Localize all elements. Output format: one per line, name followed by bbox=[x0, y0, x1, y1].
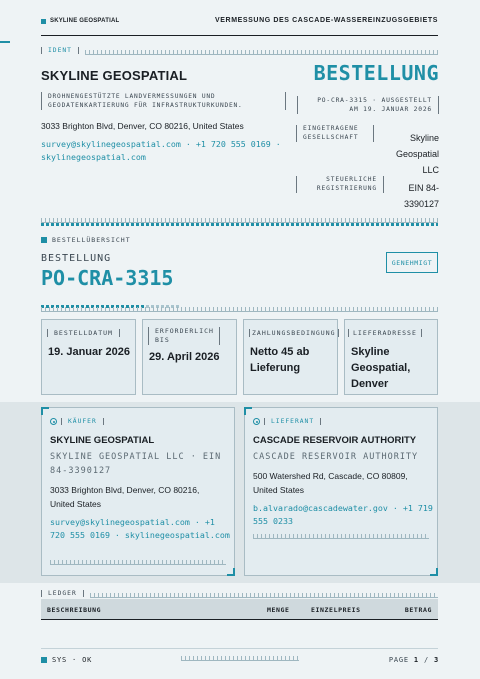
order-heading: BESTELLUNG bbox=[313, 61, 439, 85]
supplier-name: CASCADE RESERVOIR AUTHORITY bbox=[253, 435, 417, 446]
column-unit-price: EINZELPREIS bbox=[311, 606, 361, 614]
page-header bbox=[41, 14, 438, 36]
supplier-contact[interactable]: b.alvarado@cascadewater.gov · +1 719 555 0233 bbox=[253, 503, 433, 526]
overview-label bbox=[41, 236, 131, 244]
corner-mark bbox=[227, 568, 235, 576]
buyer-name: SKYLINE GEOSPATIAL bbox=[50, 435, 155, 446]
supplier-label bbox=[253, 418, 321, 425]
buyer-panel bbox=[41, 407, 235, 576]
column-quantity: MENGE bbox=[267, 606, 290, 614]
column-amount: BETRAG bbox=[404, 606, 432, 614]
supplier-legal: CASCADE RESERVOIR AUTHORITY bbox=[253, 452, 419, 462]
target-icon bbox=[50, 418, 57, 425]
footer-rule bbox=[41, 648, 438, 649]
tax-registration-value: EIN 84-3390127 bbox=[403, 183, 439, 209]
page-indicator bbox=[389, 656, 439, 664]
supplier-tick-row bbox=[253, 534, 429, 539]
buyer-label-text: KÄUFER bbox=[61, 418, 104, 425]
page-prefix: PAGE bbox=[388, 656, 409, 664]
header-brand-text: SKYLINE GEOSPATIAL bbox=[50, 18, 120, 24]
overview-ticks bbox=[41, 307, 438, 312]
required-by-label: ERFORDERLICH BIS bbox=[148, 327, 220, 345]
corner-mark bbox=[430, 568, 438, 576]
company-name: SKYLINE GEOSPATIAL bbox=[41, 68, 188, 83]
order-date-label: BESTELLDATUM bbox=[47, 329, 120, 337]
ledger-label bbox=[41, 590, 84, 597]
supplier-panel bbox=[244, 407, 438, 576]
target-icon bbox=[253, 418, 260, 425]
ledger-label-text: LEDGER bbox=[48, 590, 77, 597]
page-total: 3 bbox=[433, 656, 439, 664]
divider-rule bbox=[41, 223, 438, 226]
ledger-header-row bbox=[41, 599, 438, 620]
registered-company-value: Skyline Geospatial LLC bbox=[395, 133, 439, 175]
ident-label bbox=[41, 47, 79, 54]
buyer-address: 3033 Brighton Blvd, Denver, CO 80216, United States bbox=[50, 485, 200, 509]
system-status bbox=[41, 656, 92, 664]
company-contact[interactable]: survey@skylinegeospatial.com · +1 720 555 0169 · skylinegeospatial.com bbox=[41, 139, 281, 162]
footer-tick-row bbox=[181, 656, 299, 661]
document-title: VERMESSUNG DES CASCADE-WASSEREINZUGSGEBIETS bbox=[215, 17, 438, 24]
overview-tick-row bbox=[41, 307, 438, 312]
ident-ticks bbox=[85, 50, 438, 55]
footer-ticks bbox=[181, 656, 299, 661]
tax-registration-label: STEUERLICHE REGISTRIERUNG bbox=[296, 176, 384, 193]
section-divider bbox=[41, 218, 438, 226]
required-by-value: 29. April 2026 bbox=[149, 351, 220, 363]
delivery-address-card bbox=[344, 319, 438, 395]
ident-label-text: IDENT bbox=[48, 47, 72, 54]
delivery-address-label: LIEFERADRESSE bbox=[348, 329, 422, 337]
company-address: 3033 Brighton Blvd, Denver, CO 80216, United States bbox=[41, 121, 244, 131]
order-date-card bbox=[41, 319, 136, 395]
payment-terms-label: ZAHLUNGSBEDINGUNG bbox=[249, 329, 339, 337]
overview-kind: BESTELLUNG bbox=[41, 253, 112, 264]
delivery-address-value: Skyline Geospatial, Denver bbox=[351, 346, 411, 390]
corner-mark bbox=[244, 407, 252, 415]
order-number: PO-CRA-3315 bbox=[41, 266, 174, 290]
supplier-address: 500 Watershed Rd, Cascade, CO 80809, United States bbox=[253, 471, 408, 495]
brand-mark-icon bbox=[41, 19, 46, 24]
status-badge: GENEHMIGT bbox=[386, 252, 438, 273]
company-tagline: DROHNENGESTÜTZTE LANDVERMESSUNGEN UND GEODATENKARTIERUNG FÜR INFRASTRUKTURKUNDEN. bbox=[41, 92, 286, 110]
payment-terms-value: Netto 45 ab Lieferung bbox=[250, 346, 310, 374]
target-icon-dot bbox=[53, 421, 55, 423]
page-current: 1 bbox=[413, 656, 419, 664]
registered-company-label: EINGETRAGENE GESELLSCHAFT bbox=[296, 125, 374, 142]
header-brand bbox=[41, 18, 119, 24]
buyer-ticks bbox=[50, 560, 226, 565]
required-by-card bbox=[142, 319, 237, 395]
buyer-legal: SKYLINE GEOSPATIAL LLC · EIN 84-3390127 bbox=[50, 452, 222, 476]
ledger-tick-row bbox=[90, 593, 438, 598]
margin-tick bbox=[0, 41, 10, 43]
system-status-text: SYS · OK bbox=[52, 656, 93, 664]
buyer-label bbox=[50, 418, 104, 425]
column-description: BESCHREIBUNG bbox=[47, 606, 102, 614]
overview-marker-icon bbox=[41, 237, 47, 243]
corner-mark bbox=[41, 407, 49, 415]
ledger-ticks bbox=[90, 593, 438, 598]
buyer-tick-row bbox=[50, 560, 226, 565]
buyer-contact[interactable]: survey@skylinegeospatial.com · +1 720 555 0169 · skylinegeospatial.com bbox=[50, 517, 230, 540]
payment-terms-card bbox=[243, 319, 338, 395]
supplier-label-text: LIEFERANT bbox=[264, 418, 321, 425]
supplier-ticks bbox=[253, 534, 429, 539]
target-icon-dot bbox=[256, 421, 258, 423]
order-date-value: 19. Januar 2026 bbox=[48, 346, 130, 358]
status-marker-icon bbox=[41, 657, 47, 663]
ident-rule bbox=[85, 50, 438, 55]
overview-label-text: BESTELLÜBERSICHT bbox=[52, 236, 131, 244]
order-issued: PO-CRA-3315 · AUSGESTELLT AM 19. JANUAR 2026 bbox=[297, 96, 439, 114]
page-separator: / bbox=[423, 656, 429, 664]
